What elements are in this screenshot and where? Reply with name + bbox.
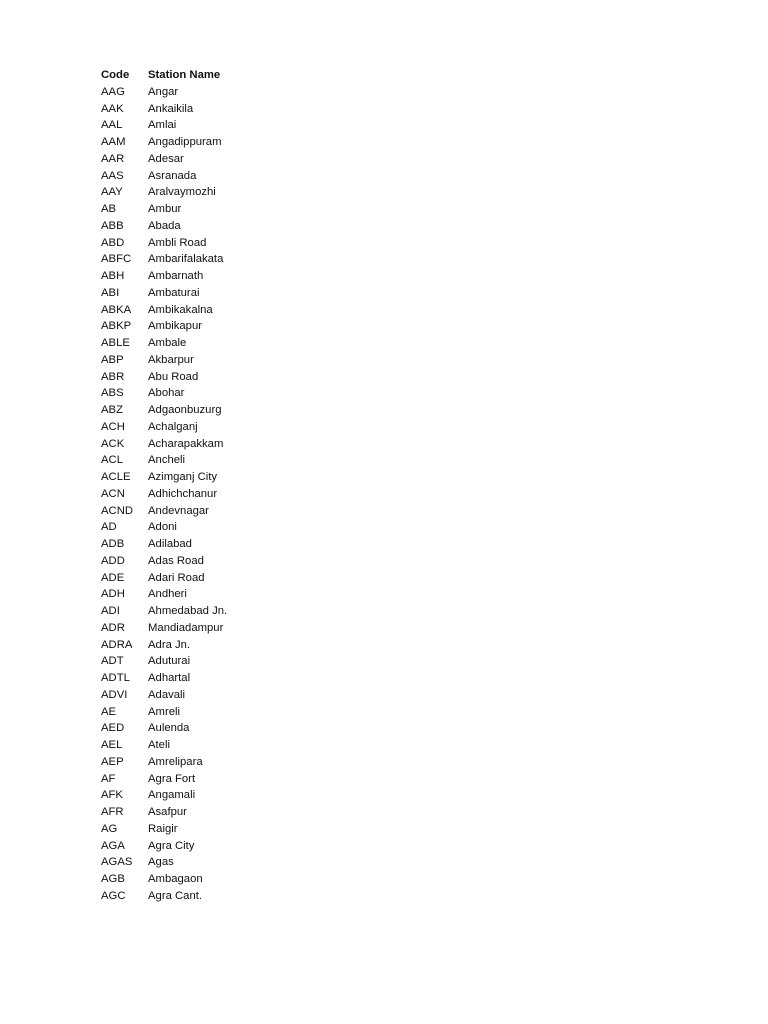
- column-header-code: Code: [101, 69, 130, 81]
- table-row: [101, 620, 501, 637]
- station-code-cell: ACL: [101, 454, 123, 467]
- station-name-cell: Ambikapur: [148, 320, 202, 333]
- station-name-cell: Agra Fort: [148, 772, 196, 785]
- table-row: [101, 486, 501, 503]
- station-name-cell: Ahmedabad Jn.: [148, 605, 228, 617]
- station-code-cell: ADT: [101, 655, 124, 668]
- station-code-cell: ADB: [101, 538, 125, 550]
- station-code-cell: AED: [101, 722, 125, 735]
- table-row: [101, 787, 501, 804]
- station-code-cell: AGC: [101, 889, 126, 902]
- station-code-cell: AFK: [101, 789, 123, 802]
- table-row: [101, 821, 501, 838]
- station-code-cell: AFR: [101, 806, 124, 818]
- table-row: [101, 335, 501, 352]
- table-row: [101, 285, 501, 302]
- table-row: [101, 218, 501, 235]
- table-row: [101, 503, 501, 520]
- station-name-cell: Ambur: [148, 203, 182, 215]
- station-name-cell: Adesar: [148, 152, 184, 165]
- station-code-cell: AAS: [101, 169, 124, 182]
- station-name-cell: Asafpur: [148, 806, 187, 818]
- table-row: [101, 369, 501, 386]
- station-code-cell: ADTL: [101, 672, 130, 684]
- station-code-cell: AG: [101, 822, 118, 835]
- station-name-cell: Raigir: [148, 822, 178, 835]
- table-row: [101, 452, 501, 469]
- station-code-cell: ADH: [101, 588, 125, 601]
- station-code-cell: AEL: [101, 739, 123, 751]
- station-name-cell: Amlai: [148, 119, 177, 132]
- table-row: [101, 603, 501, 620]
- station-code-cell: ACLE: [101, 471, 131, 483]
- table-row: [101, 854, 501, 871]
- column-header-station-name: Station Name: [148, 69, 221, 81]
- table-body: [101, 84, 501, 905]
- station-name-cell: Adra Jn.: [148, 638, 191, 651]
- table-row: [101, 84, 501, 101]
- station-code-cell: ABS: [101, 387, 124, 400]
- station-name-cell: Angamali: [148, 789, 196, 802]
- table-row: [101, 687, 501, 704]
- station-name-cell: Ankaikila: [148, 102, 194, 115]
- station-code-cell: AGAS: [101, 856, 133, 869]
- table-row: [101, 385, 501, 402]
- station-name-cell: Adoni: [148, 521, 177, 534]
- table-row: [101, 117, 501, 134]
- station-code-cell: ACH: [101, 420, 125, 433]
- table-row: [101, 553, 501, 570]
- table-row: [101, 168, 501, 185]
- table-row: [101, 235, 501, 252]
- station-name-cell: Abohar: [148, 387, 185, 400]
- table-row: [101, 318, 501, 335]
- table-row: [101, 871, 501, 888]
- station-code-cell: ADRA: [101, 638, 133, 651]
- table-row: [101, 670, 501, 687]
- station-name-cell: Adari Road: [148, 571, 205, 584]
- station-name-cell: Abada: [148, 219, 181, 232]
- station-code-cell: ABD: [101, 236, 125, 249]
- station-name-cell: Adavali: [148, 688, 186, 701]
- table-row: [101, 704, 501, 721]
- station-code-cell: AF: [101, 772, 116, 785]
- station-name-cell: Aulenda: [148, 722, 190, 735]
- table-row: [101, 436, 501, 453]
- table-row: [101, 419, 501, 436]
- table-header-row: [101, 67, 501, 84]
- station-code-cell: AAG: [101, 85, 125, 98]
- station-code-cell: ABKA: [101, 303, 132, 316]
- station-name-cell: Andevnagar: [148, 504, 209, 517]
- station-code-cell: AGB: [101, 873, 125, 885]
- station-code-cell: ABR: [101, 370, 125, 383]
- table-row: [101, 720, 501, 737]
- station-code-cell: ADI: [101, 605, 120, 617]
- station-name-cell: Abu Road: [148, 370, 199, 383]
- table-row: [101, 754, 501, 771]
- table-row: [101, 352, 501, 369]
- station-code-cell: ADD: [101, 554, 125, 567]
- table-row: [101, 134, 501, 151]
- station-code-cell: ADVI: [101, 688, 128, 701]
- table-row: [101, 402, 501, 419]
- station-name-cell: Aduturai: [148, 655, 191, 668]
- station-code-cell: AAM: [101, 136, 126, 148]
- station-name-cell: Agra Cant.: [148, 889, 203, 902]
- station-code-table: [101, 67, 501, 905]
- table-row: [101, 838, 501, 855]
- table-row: [101, 536, 501, 553]
- station-name-cell: Adgaonbuzurg: [148, 404, 222, 416]
- station-name-cell: Ambaturai: [148, 286, 200, 299]
- station-code-cell: AGA: [101, 839, 125, 852]
- table-row: [101, 586, 501, 603]
- station-name-cell: Achalganj: [148, 420, 198, 433]
- station-name-cell: Agas: [148, 856, 174, 869]
- station-name-cell: Acharapakkam: [148, 437, 224, 450]
- station-name-cell: Ambale: [148, 337, 187, 349]
- station-name-cell: Adhichchanur: [148, 487, 218, 500]
- station-code-cell: ACN: [101, 487, 125, 500]
- station-name-cell: Amrelipara: [148, 755, 203, 768]
- station-name-cell: Azimganj City: [148, 471, 218, 483]
- table-row: [101, 737, 501, 754]
- station-code-cell: ACND: [101, 504, 134, 517]
- table-row: [101, 201, 501, 218]
- station-name-cell: Angar: [148, 85, 179, 98]
- station-code-cell: AB: [101, 203, 117, 215]
- station-name-cell: Ambarnath: [148, 270, 204, 282]
- station-name-cell: Agra City: [148, 839, 195, 852]
- station-name-cell: Ambarifalakata: [148, 253, 224, 266]
- station-code-cell: AEP: [101, 755, 124, 768]
- station-code-cell: ABI: [101, 286, 120, 299]
- station-code-cell: ACK: [101, 437, 125, 450]
- station-name-cell: Ambagaon: [148, 873, 203, 885]
- station-code-cell: ABZ: [101, 404, 123, 416]
- table-row: [101, 251, 501, 268]
- station-name-cell: Andheri: [148, 588, 187, 601]
- station-code-cell: ABLE: [101, 337, 130, 349]
- station-name-cell: Ateli: [148, 739, 170, 751]
- table-row: [101, 519, 501, 536]
- station-name-cell: Ambikakalna: [148, 303, 213, 316]
- station-name-cell: Mandiadampur: [148, 621, 224, 634]
- table-row: [101, 653, 501, 670]
- station-name-cell: Adhartal: [148, 672, 191, 684]
- station-code-cell: AAL: [101, 119, 123, 132]
- table-row: [101, 637, 501, 654]
- station-code-cell: ABB: [101, 219, 124, 232]
- table-row: [101, 101, 501, 118]
- table-row: [101, 268, 501, 285]
- station-code-cell: ADR: [101, 621, 125, 634]
- station-code-cell: ABKP: [101, 320, 132, 333]
- table-row: [101, 184, 501, 201]
- station-name-cell: Adilabad: [148, 538, 192, 550]
- station-code-cell: ABP: [101, 353, 124, 366]
- table-row: [101, 302, 501, 319]
- table-row: [101, 804, 501, 821]
- table-row: [101, 888, 501, 905]
- table-row: [101, 151, 501, 168]
- station-code-cell: ABH: [101, 270, 125, 282]
- station-code-cell: AAY: [101, 186, 123, 199]
- station-code-cell: ABFC: [101, 253, 132, 266]
- station-code-cell: AAR: [101, 152, 125, 165]
- station-name-cell: Ambli Road: [148, 236, 207, 249]
- station-code-cell: AD: [101, 521, 117, 534]
- station-name-cell: Adas Road: [148, 554, 204, 567]
- station-name-cell: Aralvaymozhi: [148, 186, 216, 199]
- table-row: [101, 570, 501, 587]
- station-code-cell: AAK: [101, 102, 124, 115]
- station-name-cell: Angadippuram: [148, 136, 222, 148]
- station-name-cell: Ancheli: [148, 454, 186, 467]
- station-code-cell: AE: [101, 705, 117, 718]
- station-name-cell: Amreli: [148, 705, 181, 718]
- station-code-cell: ADE: [101, 571, 125, 584]
- station-name-cell: Asranada: [148, 169, 197, 182]
- table-row: [101, 469, 501, 486]
- table-row: [101, 771, 501, 788]
- station-name-cell: Akbarpur: [148, 353, 194, 366]
